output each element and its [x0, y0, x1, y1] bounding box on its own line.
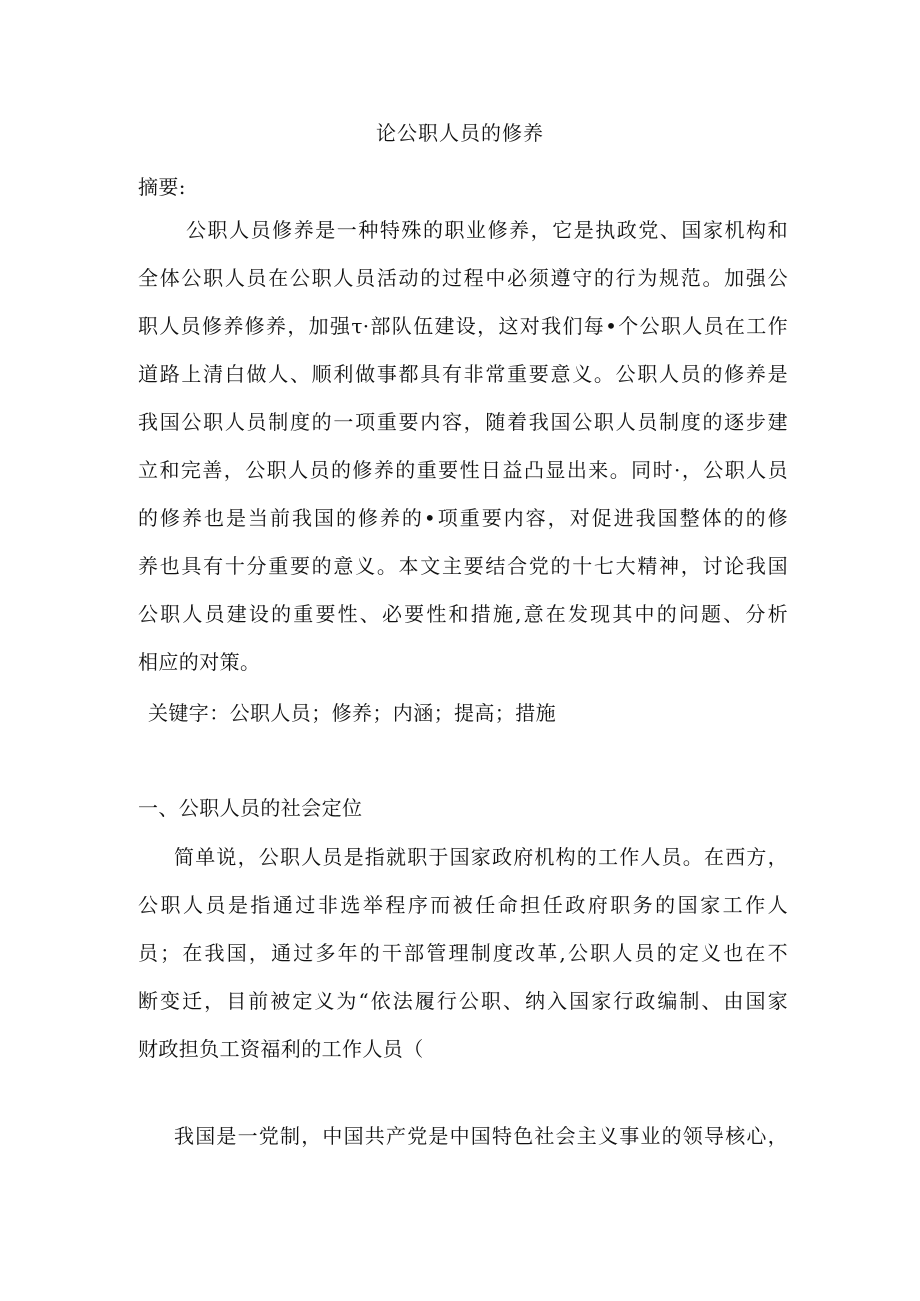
abstract-line: 全体公职人员在公职人员活动的过程中必须遵守的行为规范。加强公: [138, 266, 788, 290]
section-line: 断变迁，目前被定义为“依法履行公职、纳入国家行政编制、由国家: [138, 989, 788, 1013]
abstract-line: 养也具有十分重要的意义。本文主要结合党的十七大精神，讨论我国: [138, 554, 788, 578]
abstract-line: 我国公职人员制度的一项重要内容，随着我国公职人员制度的逐步建: [138, 410, 788, 434]
abstract-line: 的修养也是当前我国的修养的•项重要内容，对促进我国整体的的修: [138, 506, 788, 530]
section-line: 简单说，公职人员是指就职于国家政府机构的工作人员。在西方，: [174, 845, 788, 869]
abstract-line: 公职人员修养是一种特殊的职业修养，它是执政党、国家机构和: [186, 218, 788, 242]
abstract-line: 立和完善，公职人员的修养的重要性日益凸显出来。同时·，公职人员: [138, 458, 788, 482]
section-line: 公职人员是指通过非选举程序而被任命担任政府职务的国家工作人: [138, 893, 788, 917]
document-title: 论公职人员的修养: [376, 121, 544, 145]
keywords-line: 关键字：公职人员；修养；内涵；提高；措施: [148, 701, 556, 725]
section-line: 员；在我国，通过多年的干部管理制度改革,公职人员的定义也在不: [138, 941, 788, 965]
abstract-line: 职人员修养修养，加强τ·部队伍建设，这对我们每•个公职人员在工作: [138, 314, 788, 338]
section-line: 财政担负工资福利的工作人员（: [138, 1037, 424, 1061]
abstract-line: 相应的对策。: [138, 650, 261, 674]
abstract-label: 摘要:: [138, 175, 186, 199]
paragraph-line: 我国是一党制，中国共产党是中国特色社会主义事业的领导核心，: [174, 1124, 788, 1148]
abstract-line: 道路上清白做人、顺利做事都具有非常重要意义。公职人员的修养是: [138, 362, 788, 386]
abstract-line: 公职人员建设的重要性、必要性和措施,意在发现其中的问题、分析: [138, 602, 788, 626]
section-heading: 一、公职人员的社会定位: [138, 796, 363, 820]
